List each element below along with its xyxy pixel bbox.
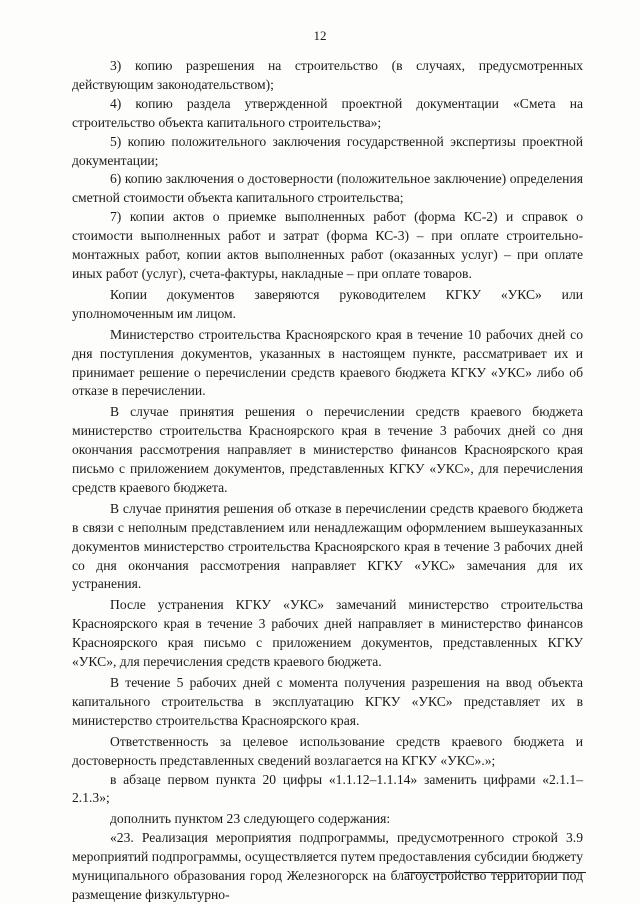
paragraph-item-7: 7) копии актов о приемке выполненных работ (форма КС-2) и справок о стоимости выполненных работ и затрат (форма КС-3) – при оплате строительно-монтажных работ, копии актов выполненных работ (оказанных услуг) – при оплате иных работ (услуг), счета-фактуры, накладные – при оплате товаров. bbox=[72, 209, 583, 281]
paragraph-item-3: 3) копию разрешения на строительство (в случаях, предусмотренных действующим законодательством); bbox=[72, 58, 583, 92]
footer-divider bbox=[404, 872, 586, 873]
page-number: 12 bbox=[313, 28, 327, 43]
paragraph-item-6: 6) копию заключения о достоверности (положительное заключение) определения сметной стоимости объекта капитального строительства; bbox=[72, 171, 583, 206]
document-body bbox=[72, 57, 583, 905]
paragraph-refusal-decision: В случае принятия решения об отказе в перечислении средств краевого бюджета в связи с неполным представлением или ненадлежащим оформлением вышеуказанных документов министерство строительства Красноярского края в течение 3 рабочих дней со дня окончания рассмотрения направляет КГКУ «УКС» замечания для их устранения. bbox=[72, 500, 583, 592]
paragraph-point-23-text: «23. Реализация мероприятия подпрограммы, предусмотренного строкой 3.9 мероприятий подпрограммы, осуществляется путем предоставления субсидии бюджету муниципального образования город Железногорск на благоустройство территории под размещение физкультурно- bbox=[72, 830, 583, 902]
paragraph-commissioning: В течение 5 рабочих дней с момента получения разрешения на ввод объекта капитального строительства в эксплуатацию КГКУ «УКС» представляет их в министерство строительства Красноярского края. bbox=[72, 675, 583, 728]
paragraph-item-4: 4) копию раздела утвержденной проектной документации «Смета на строительство объекта капитального строительства»; bbox=[72, 95, 583, 130]
paragraph-item-5: 5) копию положительного заключения государственной экспертизы проектной документации; bbox=[72, 133, 583, 168]
paragraph-amend-point-20: в абзаце первом пункта 20 цифры «1.1.12–1.1.14» заменить цифрами «2.1.1–2.1.3»; bbox=[72, 771, 583, 806]
paragraph-after-correction: После устранения КГКУ «УКС» замечаний министерство строительства Красноярского края в течение 3 рабочих дней направляет в министерство финансов Красноярского края письмо с приложением документов, представленных КГКУ «УКС», для перечисления средств краевого бюджета. bbox=[72, 597, 583, 670]
paragraph-add-point-23: дополнить пунктом 23 следующего содержания: bbox=[110, 811, 391, 827]
paragraph-transfer-decision: В случае принятия решения о перечислении средств краевого бюджета министерство строительства Красноярского края в течение 3 рабочих дней со дня окончания рассмотрения направляет в министерство финансов Красноярского края письмо с приложением документов, представленных КГКУ «УКС», для перечисления средств краевого бюджета. bbox=[72, 404, 583, 495]
paragraph-ministry-review: Министерство строительства Красноярского края в течение 10 рабочих дней со дня поступления документов, указанных в настоящем пункте, рассматривает их и принимает решение о перечислении средств краевого бюджета КГКУ «УКС» либо об отказе в перечислении. bbox=[72, 326, 583, 399]
paragraph-copies: Копии документов заверяются руководителем КГКУ «УКС» или уполномоченным им лицом. bbox=[72, 286, 583, 321]
paragraph-responsibility: Ответственность за целевое использование средств краевого бюджета и достоверность представленных сведений возлагается на КГКУ «УКС».»; bbox=[72, 733, 583, 768]
